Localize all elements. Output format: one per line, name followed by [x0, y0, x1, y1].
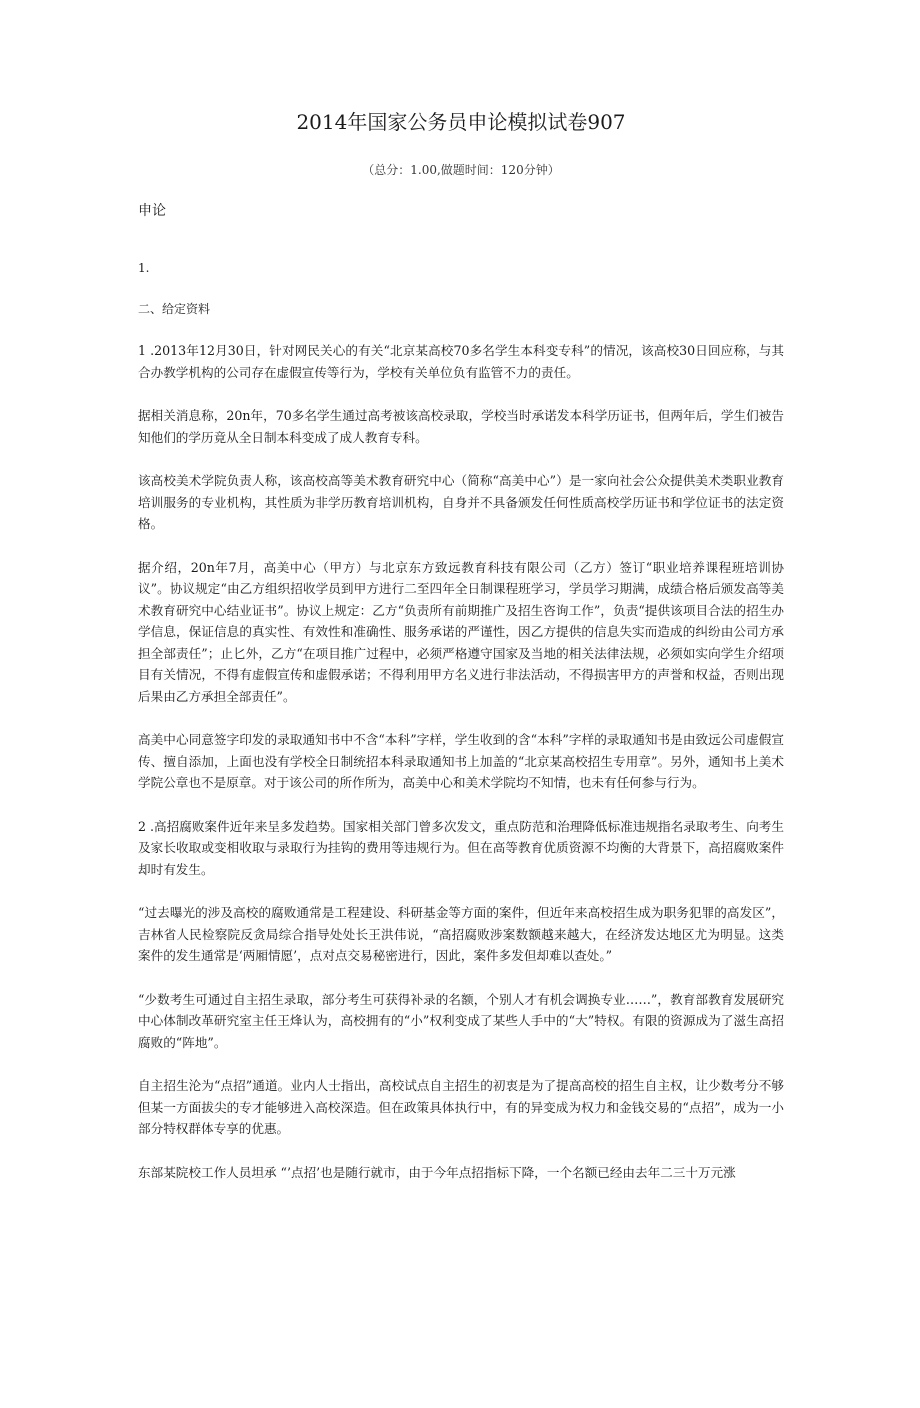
paragraph: 2 .高招腐败案件近年来呈多发趋势。国家相关部门曾多次发文，重点防范和治理降低标准违规指名录取考生、向考生及家长收取或变相收取与录取行为挂钩的费用等违规行为。但在高等教育优质资源不均衡的大背景下，高招腐败案件却时有发生。: [138, 818, 784, 877]
paragraph: 据相关消息称，20n年，70多名学生通过高考被该高校录取，学校当时承诺发本科学历证书，但两年后，学生们被告知他们的学历竟从全日制本科变成了成人教育专科。: [138, 408, 784, 445]
paragraph: “过去曝光的涉及高校的腐败通常是工程建设、科研基金等方面的案件，但近年来高校招生成为职务犯罪的高发区”，吉林省人民检察院反贪局综合指导处处长王洪伟说，“高招腐败涉案数额越来越大，在经济发达地区尤为明显。这类案件的发生通常是‘两厢情愿’，点对点交易秘密进行，因此，案件多发但却难以查处。”: [138, 905, 784, 963]
paragraph: 据介绍，20n年7月，高美中心（甲方）与北京东方致远教育科技有限公司（乙方）签订“职业培养课程班培训协议”。协议规定“由乙方组织招收学员到甲方进行二至四年全日制课程班学习，学员学习期满，成绩合格后颁发高等美术教育研究中心结业证书”。协议上规定：乙方“负责所有前期推广及招生咨询工作”，负责“提供该项目合法的招生办学信息，保证信息的真实性、有效性和准确性、服务承诺的严谨性，因乙方提供的信息失实而造成的纠纷由公司方承担全部责任”；止匕外，乙方“在项目推广过程中，必须严格遵守国家及当地的相关法律法规，必须如实向学生介绍项目有关情况，不得有虚假宣传和虚假承诺；不得利用甲方名义进行非法活动，不得损害甲方的声誉和权益，否则出现后果由乙方承担全部责任”。: [138, 559, 784, 704]
paragraph: 高美中心同意签字印发的录取通知书中不含“本科”字样，学生收到的含“本科”字样的录取通知书是由致远公司虚假宣传、擅自添加，上面也没有学校全日制统招本科录取通知书上加盖的“北京某高校招生专用章”。另外，通知书上美术学院公章也不是原章。对于该公司的所作所为，高美中心和美术学院均不知情，也未有任何参与行为。: [138, 732, 784, 790]
paragraph: “少数考生可通过自主招生录取，部分考生可获得补录的名额，个别人才有机会调换专业……”，教育部教育发展研究中心体制改革研究室主任王烽认为，高校拥有的“小”权利变成了某些人手中的“大”特权。有限的资源成为了滋生高招腐败的“阵地”。: [138, 991, 784, 1050]
paragraph: 自主招生沦为“点招”通道。业内人士指出，高校试点自主招生的初衷是为了提高高校的招生自主权，让少数考分不够但某一方面拔尖的专才能够进入高校深造。但在政策具体执行中，有的异变成为权力和金钱交易的“点招”，成为一小部分特权群体专享的优惠。: [138, 1078, 784, 1136]
document-subtitle: （总分：1.00,做题时间：120分钟）: [362, 163, 560, 177]
document-title: 2014年国家公务员申论模拟试卷907: [296, 110, 626, 134]
document-page: [0, 107, 920, 1408]
paragraph: 1 .2013年12月30日，针对网民关心的有关“北京某高校70多名学生本科变专科”的情况，该高校30日回应称，与其合办教学机构的公司存在虚假宣传等行为，学校有关单位负有监管不力的责任。: [138, 343, 784, 380]
paragraph: 该高校美术学院负责人称，该高校高等美术教育研究中心（简称“高美中心”）是一家向社会公众提供美术类职业教育培训服务的专业机构，其性质为非学历教育培训机构，自身并不具备颁发任何性质高校学历证书和学位证书的法定资格。: [138, 473, 784, 531]
question-number: 1.: [138, 261, 150, 275]
paragraph: 东部某院校工作人员坦承 “’点招’也是随行就市，由于今年点招指标下降，一个名额已经由去年二三十万元涨: [138, 1164, 736, 1180]
materials-heading: 二、给定资料: [138, 302, 211, 316]
section-heading: 申论: [138, 203, 166, 219]
